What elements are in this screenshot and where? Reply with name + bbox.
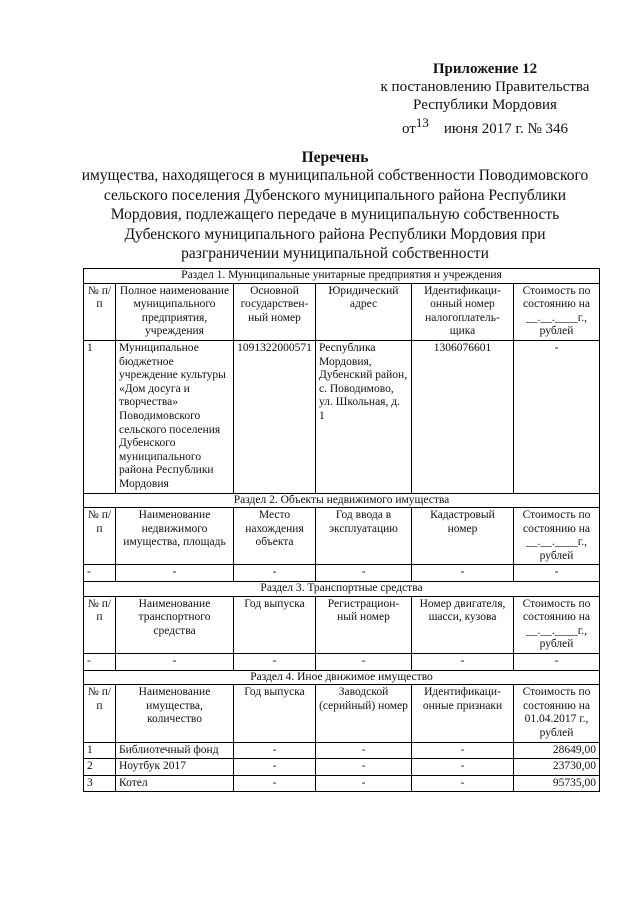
table-row [84,654,600,671]
cell: - [514,565,600,582]
section-4-title-row [84,670,600,685]
cell: - [412,742,514,759]
cell-cost: 28649,00 [514,742,600,759]
subtitle-line: Дубенского муниципального района Республики Мордовия при [124,225,546,243]
section-1-title: Раздел 1. Муниципальные унитарные предприятия и учреждения [84,269,600,284]
date-rest: июня 2017 г. № 346 [443,121,569,137]
col-header: № п/п [84,508,116,565]
table-row [84,565,600,582]
property-table [83,268,600,792]
col-header: Наименование недвижимого имущества, площадь [116,508,234,565]
col-header: Стоимость по состоянию на __.__.____г., рублей [514,596,600,653]
col-header: Год выпуска [234,685,316,742]
cell-name: Котел [116,775,234,792]
cell: - [316,775,412,792]
appendix-line-1: к постановлению Правительства [380,79,590,95]
table-row [84,775,600,792]
table-row [84,340,600,493]
date-day: 13 [415,115,429,130]
cell-number: 1 [84,742,116,759]
col-header: Номер двигателя, шасси, кузова [412,596,514,653]
table-row [84,742,600,759]
section-2-title: Раздел 2. Объекты недвижимого имущества [84,493,600,508]
date-prefix: от [401,121,416,137]
col-header: Идентификаци-онный номер налогоплатель-щика [412,283,514,340]
cell-number: 1 [84,340,116,493]
cell: - [234,742,316,759]
section-3-title: Раздел 3. Транспортные средства [84,582,600,597]
col-header: № п/п [84,596,116,653]
section-4-title: Раздел 4. Иное движимое имущество [84,670,600,685]
appendix-line-2: Республики Мордовия [413,97,557,113]
document-subtitle [60,166,610,264]
cell: - [116,654,234,671]
col-header: Юридический адрес [316,283,412,340]
section-2-title-row [84,493,600,508]
cell-name: Муниципальное бюджетное учреждение культуры «Дом досуга и творчества» Поводимовского сельского поселения Дубенского муниципального района Республики Мордовия [116,340,234,493]
cell: - [412,654,514,671]
cell-number: 2 [84,759,116,776]
cell: - [514,654,600,671]
cell: - [234,775,316,792]
col-header: Наименование имущества, количество [116,685,234,742]
col-header: Стоимость по состоянию на 01.04.2017 г., рублей [514,685,600,742]
cell: - [234,759,316,776]
cell-ogrn: 1091322000571 [234,340,316,493]
section-3-header-row [84,596,600,653]
table-row [84,759,600,776]
cell-cost: 95735,00 [514,775,600,792]
col-header: Место нахождения объекта [234,508,316,565]
cell-name: Библиотечный фонд [116,742,234,759]
cell: - [316,654,412,671]
cell: - [316,742,412,759]
col-header: Регистрацион-ный номер [316,596,412,653]
section-2-header-row [84,508,600,565]
cell-cost: - [514,340,600,493]
appendix-header [355,60,615,138]
document-title: Перечень [301,149,369,166]
cell: - [412,775,514,792]
cell-address: Республика Мордовия, Дубенский район, с. Поводимово, ул. Школьная, д. 1 [316,340,412,493]
cell: - [316,565,412,582]
section-4-header-row [84,685,600,742]
cell: - [412,759,514,776]
col-header: Заводской (серийный) номер [316,685,412,742]
section-1-header-row [84,283,600,340]
cell: - [234,565,316,582]
cell: - [116,565,234,582]
col-header: № п/п [84,685,116,742]
cell-number: 3 [84,775,116,792]
col-header: Год выпуска [234,596,316,653]
col-header: Основной государствен-ный номер [234,283,316,340]
section-3-title-row [84,582,600,597]
col-header: Кадастровый номер [412,508,514,565]
col-header: Наименование транспортного средства [116,596,234,653]
appendix-date [355,114,615,138]
cell: - [84,565,116,582]
col-header: Стоимость по состоянию на __.__.____г., рублей [514,508,600,565]
cell-cost: 23730,00 [514,759,600,776]
cell: - [412,565,514,582]
cell: - [316,759,412,776]
col-header: Идентификаци-онные признаки [412,685,514,742]
col-header: Стоимость по состоянию на __.__.____г., рублей [514,283,600,340]
col-header: № п/п [84,283,116,340]
section-1-title-row [84,269,600,284]
cell-inn: 1306076601 [412,340,514,493]
cell: - [234,654,316,671]
cell: - [84,654,116,671]
subtitle-line: имущества, находящегося в муниципальной собственности Поводимовского [81,167,589,184]
subtitle-line: сельского поселения Дубенского муниципального района Республики [103,186,567,204]
appendix-title: Приложение 12 [432,61,538,77]
col-header: Полное наименование муниципального предприятия, учреждения [116,283,234,340]
col-header: Год ввода в эксплуатацию [316,508,412,565]
cell-name: Ноутбук 2017 [116,759,234,776]
subtitle-line: разграничении муниципальной собственности [181,245,489,262]
subtitle-line: Мордовия, подлежащего передаче в муниципальную собственность [110,206,560,223]
